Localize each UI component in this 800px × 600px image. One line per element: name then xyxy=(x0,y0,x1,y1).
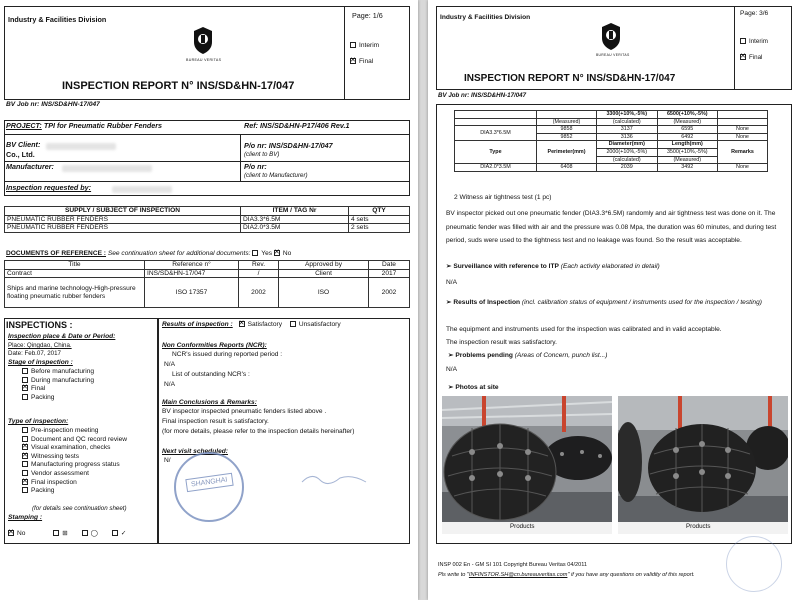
next-visit-label: Next visit scheduled: xyxy=(162,448,228,455)
checklist-label: During manufacturing xyxy=(31,376,95,384)
table-row xyxy=(5,269,410,278)
type-label: Type of inspection: xyxy=(8,418,69,425)
conclusion-line: Final inspection result is satisfactory. xyxy=(162,418,269,425)
docs-column-headers xyxy=(5,261,410,270)
docs-yes-checkbox[interactable] xyxy=(252,250,258,256)
logo-text: BUREAU VERITAS xyxy=(596,53,630,57)
stamp-mark-icon: ⊞ xyxy=(62,530,68,537)
table-row xyxy=(455,164,768,172)
table-cell: DIA2.0*3.5M xyxy=(455,164,537,172)
table-cell: 3136 xyxy=(597,133,658,141)
table-cell: (calculated) xyxy=(597,156,658,164)
checklist-item xyxy=(22,453,127,462)
docs-cell: INS/SD&HN-17/047 xyxy=(145,269,239,278)
checklist-checkbox[interactable] xyxy=(22,479,28,485)
docs-note: See continuation sheet for additional documents: xyxy=(107,250,251,257)
bureau-veritas-logo xyxy=(600,22,622,52)
results-para2: The inspection result was satisfactory. xyxy=(446,339,557,346)
report-title: INSPECTION REPORT N° INS/SD&HN-17/047 xyxy=(464,73,676,84)
checklist-checkbox[interactable] xyxy=(22,461,28,467)
table-row xyxy=(5,224,410,233)
place-label: Inspection place & Date or Period: xyxy=(8,333,116,340)
stamping-mark1-checkbox[interactable] xyxy=(53,530,59,536)
table-cell: 3300(+10%,-5%) xyxy=(597,111,658,119)
supply-table xyxy=(4,206,410,233)
faded-stamp xyxy=(726,536,782,592)
docs-cell: Ships and marine technology-High-pressure floating pneumatic rubber fenders xyxy=(5,278,145,308)
conclusion-line: (for more details, please refer to the inspection details hereinafter) xyxy=(162,428,355,435)
requested-by-label: Inspection requested by: xyxy=(6,183,92,192)
checklist-label: Visual examination, checks xyxy=(31,444,111,452)
stage-list xyxy=(22,368,94,402)
results-row: ➢ Results of Inspection (incl. calibration status of equipment / instruments used for the inspection / testing) xyxy=(446,299,762,306)
stage-label: Stage of inspection : xyxy=(8,359,73,366)
docs-header-row: DOCUMENTS OF REFERENCE : See continuation sheet for additional documents: Yes ✕ No xyxy=(6,250,291,258)
conclusion-line: BV inspector inspected pneumatic fenders listed above . xyxy=(162,408,327,415)
problems-row: ➢ Problems pending (Areas of Concern, punch list...) xyxy=(448,352,608,359)
ref-row: Ref: INS/SD&HN-P17/406 Rev.1 xyxy=(244,121,350,130)
docs-cell: ISO 17357 xyxy=(145,278,239,308)
page-number: Page: 1/6 xyxy=(352,11,383,20)
photos-row: ➢ Photos at site xyxy=(448,384,499,391)
docs-col-approved: Approved by xyxy=(279,261,369,270)
report-page-3 xyxy=(428,0,800,600)
project-row: PROJECT: TPI for Pneumatic Rubber Fenders xyxy=(6,121,163,130)
checklist-checkbox[interactable] xyxy=(22,487,28,493)
table-cell: 6408 xyxy=(537,164,597,172)
stamping-mark2-checkbox[interactable] xyxy=(82,530,88,536)
table-cell: Perimeter(mm) xyxy=(537,141,597,164)
table-row xyxy=(455,118,768,126)
table-row xyxy=(5,215,410,224)
interim-checkbox[interactable] xyxy=(740,38,746,44)
witness-paragraph: BV inspector picked out one pneumatic fender (DIA3.3*6.5M) randomly and air tightness test was done on it. The pneumatic fender was filled with air and the pressure was 0.08 Mpa, the duration was 60 minutes, and during test period, suds were used to the tightness test and no leakage was found. So the result was acceptable. xyxy=(446,210,777,244)
docs-cell: ISO xyxy=(279,278,369,308)
supply-qty: 2 sets xyxy=(349,224,410,233)
table-cell: 3500(+10%,-5%) xyxy=(657,148,718,156)
place-value: Place: Qingdao, China. xyxy=(8,342,72,349)
redacted-manufacturer xyxy=(62,165,152,172)
ncr-na2: N/A xyxy=(164,381,175,388)
docs-cell: Contract xyxy=(5,269,145,278)
arrow-icon: ➢ xyxy=(448,384,456,391)
table-cell: 3492 xyxy=(657,164,718,172)
type-list xyxy=(22,427,127,496)
measurement-table xyxy=(454,110,768,172)
table-cell: (calculated) xyxy=(597,118,658,126)
supply-header-row xyxy=(5,207,410,216)
surveillance-row: ➢ Surveillance with reference to ITP (Each activity elaborated in detail) xyxy=(446,263,660,270)
redacted-client xyxy=(46,143,116,150)
checklist-item xyxy=(22,377,94,386)
table-cell: Type xyxy=(455,141,537,164)
table-cell: Length(mm) xyxy=(657,141,718,149)
bv-job-row: BV Job nr: INS/SD&HN-17/047 xyxy=(438,92,527,99)
ncr-na1: N/A xyxy=(164,361,175,368)
checklist-label: Final xyxy=(31,385,46,393)
table-cell: 9858 xyxy=(537,126,597,134)
checklist-checkbox[interactable] xyxy=(22,470,28,476)
site-photo-2 xyxy=(618,396,788,534)
checklist-item xyxy=(22,487,127,496)
division-label: Industry & Facilities Division xyxy=(8,15,107,24)
table-cell: Remarks xyxy=(718,141,768,164)
po2-note: (client to Manufacturer) xyxy=(244,172,308,179)
stamp-mark-icon: ◯ xyxy=(90,530,99,537)
stamping-no-checkbox[interactable] xyxy=(8,530,14,536)
results-para1: The equipment and instruments used for the inspection was calibrated and in valid acceptable. xyxy=(446,326,722,333)
bv-job-row: BV Job nr: INS/SD&HN-17/047 xyxy=(6,101,100,108)
table-row xyxy=(455,126,768,134)
po2-label: P/o nr: xyxy=(244,162,267,171)
stamp-mark-icon: ✓ xyxy=(120,530,127,537)
checklist-checkbox[interactable] xyxy=(22,385,28,391)
photo-caption: Products xyxy=(686,523,711,530)
docs-col-rev: Rev. xyxy=(239,261,279,270)
po-note: (client to BV) xyxy=(244,151,280,158)
stamping-label: Stamping : xyxy=(8,514,43,521)
next-visit-value: N/ xyxy=(164,457,171,464)
supply-item: DIA2.0*3.5M xyxy=(241,224,349,233)
docs-cell: 2002 xyxy=(369,278,410,308)
checklist-item xyxy=(22,427,127,436)
problems-value: N/A xyxy=(446,366,457,373)
bv-client-value: Co., Ltd. xyxy=(6,150,35,159)
checklist-checkbox[interactable] xyxy=(22,394,28,400)
checklist-label: Pre-inspection meeting xyxy=(31,427,99,434)
arrow-icon: ➢ xyxy=(446,299,454,306)
table-cell: 3137 xyxy=(597,126,658,134)
table-cell: None xyxy=(718,133,768,141)
checklist-label: Before manufacturing xyxy=(31,368,95,375)
item-col-header: ITEM / TAG Nr xyxy=(241,207,349,216)
checklist-label: Manufacturing progress status xyxy=(31,461,120,469)
conclusions-label: Main Conclusions & Remarks: xyxy=(162,399,257,406)
ncr-line1: NCR's issued during reported period : xyxy=(172,351,283,358)
checklist-label: Packing xyxy=(31,487,55,495)
date-value: Date: Feb.07, 2017 xyxy=(8,350,61,357)
table-cell: 6500(+10%,-5%) xyxy=(657,111,718,119)
checklist-checkbox[interactable] xyxy=(22,377,28,383)
table-row xyxy=(455,141,768,149)
status-interim: Interim xyxy=(740,38,768,45)
checklist-label: Final inspection xyxy=(31,478,77,486)
bureau-veritas-logo xyxy=(192,26,214,56)
checklist-checkbox[interactable] xyxy=(22,436,28,442)
photo-caption: Products xyxy=(510,523,535,530)
unsatisfactory-checkbox[interactable] xyxy=(290,321,296,327)
docs-header: DOCUMENTS OF REFERENCE : xyxy=(6,250,107,257)
table-cell: None xyxy=(718,126,768,134)
interim-checkbox[interactable] xyxy=(350,42,356,48)
checklist-item xyxy=(22,479,127,488)
signature xyxy=(300,470,370,488)
ncr-label: Non Conformities Reports (NCR): xyxy=(162,342,267,349)
satisfactory-checkbox[interactable] xyxy=(239,321,245,327)
table-cell: (Measured) xyxy=(657,118,718,126)
arrow-icon: ➢ xyxy=(446,263,454,270)
docs-cell: 2002 xyxy=(239,278,279,308)
table-cell: 6595 xyxy=(657,126,718,134)
supply-subject: PNEUMATIC RUBBER FENDERS xyxy=(5,224,241,233)
table-cell: 2000(+10%,-5%) xyxy=(597,148,658,156)
checklist-checkbox[interactable] xyxy=(22,444,28,450)
footer-line1: INSP 002 En - GM SI 101 Copyright Bureau Veritas 04/2011 xyxy=(438,562,588,568)
page-number: Page: 3/6 xyxy=(740,10,769,17)
table-cell: Diameter(mm) xyxy=(597,141,658,149)
division-label: Industry & Facilities Division xyxy=(440,14,531,21)
table-cell: 2039 xyxy=(597,164,658,172)
checklist-item xyxy=(22,385,94,394)
docs-col-title: Title xyxy=(5,261,145,270)
status-final: ✕Final xyxy=(350,58,373,66)
checklist-item xyxy=(22,394,94,403)
footer-line2: Pls write to "INFINSTOR.SH@cn.bureauveritas.com" if you have any questions on validity of this report. xyxy=(438,572,695,578)
bv-client-label: BV Client: xyxy=(6,140,41,149)
table-row xyxy=(5,278,410,308)
final-checkbox[interactable] xyxy=(350,58,356,64)
checklist-item xyxy=(22,444,127,453)
manufacturer-label: Manufacturer: xyxy=(6,162,54,171)
docs-col-reference: Reference n° xyxy=(145,261,239,270)
site-photo-1 xyxy=(442,396,612,534)
checklist-item xyxy=(22,368,94,377)
qty-col-header: QTY xyxy=(349,207,410,216)
checklist-item xyxy=(22,461,127,470)
checklist-label: Vendor assessment xyxy=(31,469,89,477)
surveillance-value: N/A xyxy=(446,279,457,286)
inspector-stamp: SHANGHAI xyxy=(174,452,244,522)
redacted-requester xyxy=(112,186,172,193)
inspections-header: INSPECTIONS : xyxy=(6,320,73,330)
supply-subject: PNEUMATIC RUBBER FENDERS xyxy=(5,215,241,224)
docs-col-date: Date xyxy=(369,261,410,270)
supply-item: DIA3.3*6.5M xyxy=(241,215,349,224)
checklist-label: Document and QC record review xyxy=(31,435,128,443)
table-row xyxy=(455,111,768,119)
status-interim: Interim xyxy=(350,42,379,50)
docs-no-checkbox[interactable] xyxy=(274,250,280,256)
checklist-checkbox[interactable] xyxy=(22,453,28,459)
docs-cell: 2017 xyxy=(369,269,410,278)
arrow-icon: ➢ xyxy=(448,352,456,359)
type-note: (for details see continuation sheet) xyxy=(32,505,127,512)
docs-table xyxy=(4,260,410,308)
table-cell: 6492 xyxy=(657,133,718,141)
results-row: Results of inspection : ✕ Satisfactory Unsatisfactory xyxy=(162,321,341,329)
witness-line: 2 Witness air tightness test (1 pc) xyxy=(454,194,552,201)
page-status-box xyxy=(734,6,792,90)
final-checkbox[interactable] xyxy=(740,54,746,60)
ncr-line2: List of outstanding NCR's : xyxy=(172,371,250,378)
supply-qty: 4 sets xyxy=(349,215,410,224)
stamping-options: ✕No ⊞ ◯ ✓ xyxy=(8,530,126,538)
table-cell: (Measured) xyxy=(537,118,597,126)
table-cell: 9852 xyxy=(537,133,597,141)
table-cell: (Measured) xyxy=(657,156,718,164)
docs-cell: / xyxy=(239,269,279,278)
supply-col-header: SUPPLY / SUBJECT OF INSPECTION xyxy=(5,207,241,216)
report-title: INSPECTION REPORT N° INS/SD&HN-17/047 xyxy=(62,80,295,92)
table-cell: None xyxy=(718,164,768,172)
stamping-mark3-checkbox[interactable] xyxy=(112,530,118,536)
docs-cell: Client xyxy=(279,269,369,278)
table-cell: DIA3.3*6.5M xyxy=(455,126,537,141)
footer-email-link[interactable]: INFINSTOR.SH@cn.bureauveritas.com xyxy=(468,572,568,578)
checklist-label: Witnessing tests xyxy=(31,452,80,460)
logo-text: BUREAU VERITAS xyxy=(186,58,222,62)
checklist-item xyxy=(22,436,127,445)
po-row: P/o nr: INS/SD&HN-17/047 xyxy=(244,141,333,150)
checklist-checkbox[interactable] xyxy=(22,368,28,374)
checklist-checkbox[interactable] xyxy=(22,427,28,433)
status-final: ✕Final xyxy=(740,54,762,61)
checklist-label: Packing xyxy=(31,393,55,401)
checklist-item xyxy=(22,470,127,479)
